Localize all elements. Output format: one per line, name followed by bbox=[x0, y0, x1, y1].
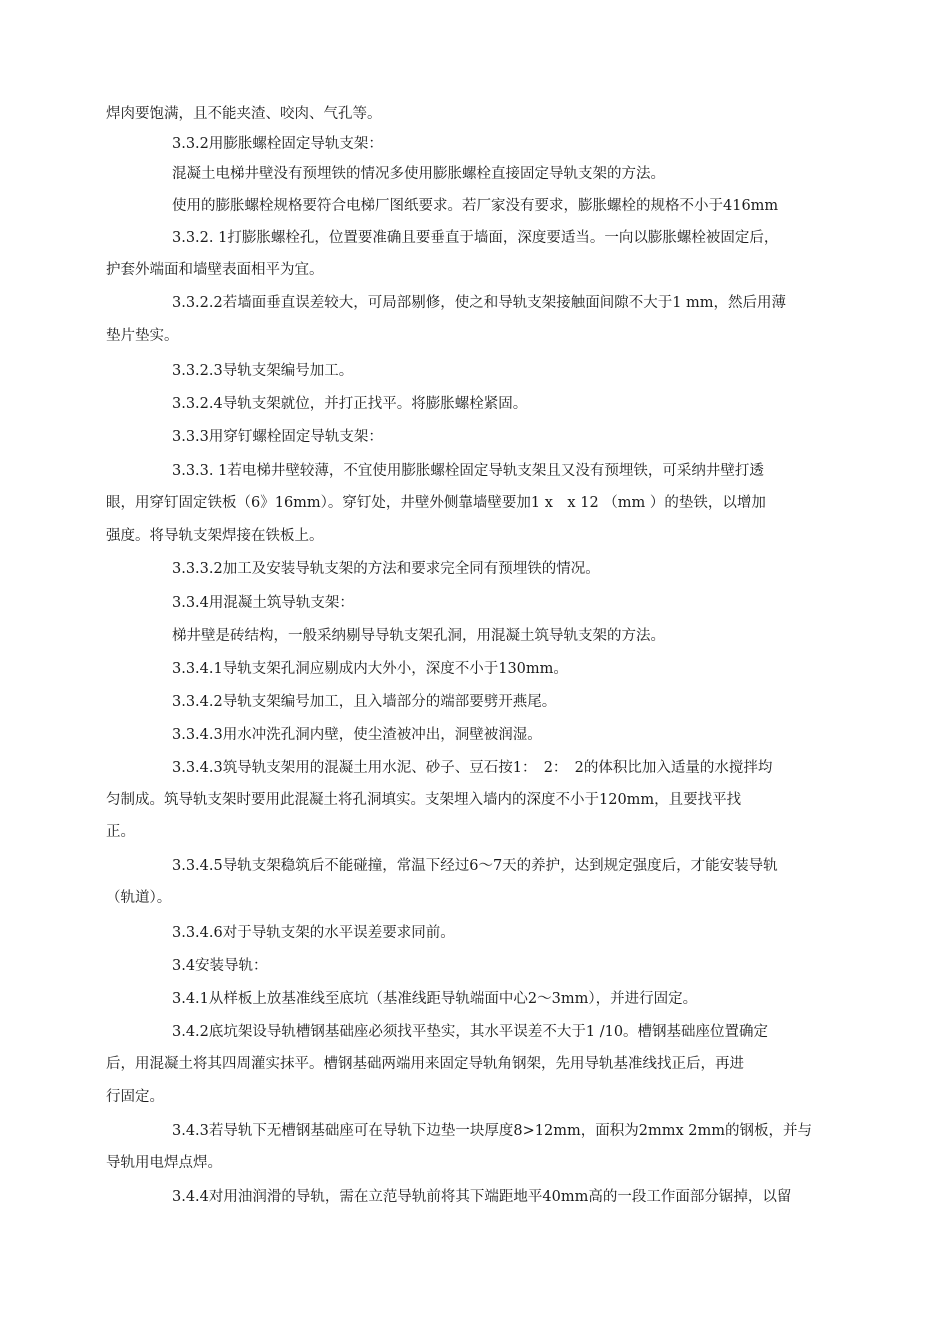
text-line: 使用的膨胀螺栓规格要符合电梯厂图纸要求。若厂家没有要求，膨胀螺栓的规格不小于416mm bbox=[172, 198, 779, 214]
text-line: 3.4.3若导轨下无槽钢基础座可在导轨下边垫一块厚度8>12mm，面积为2mmx 2mm的钢板，并与 bbox=[172, 1123, 812, 1139]
text-line: 焊肉要饱满，且不能夹渣、咬肉、气孔等。 bbox=[106, 106, 382, 122]
text-line: 行固定。 bbox=[106, 1089, 164, 1105]
text-line: 垫片垫实。 bbox=[106, 328, 179, 344]
text-line: 3.3.2.3导轨支架编号加工。 bbox=[172, 363, 354, 379]
text-line: 混凝土电梯井壁没有预埋铁的情况多使用膨胀螺栓直接固定导轨支架的方法。 bbox=[172, 166, 665, 182]
text-line: 3.3.4.1导轨支架孔洞应剔成内大外小，深度不小于130mm。 bbox=[172, 661, 568, 677]
section-heading: 3.4安装导轨： bbox=[172, 958, 268, 974]
text-line: （轨道）。 bbox=[106, 890, 172, 906]
text-line: 3.3.4.3筑导轨支架用的混凝土用水泥、砂子、豆石按1： 2： 2的体积比加入适量的水搅拌均 bbox=[172, 760, 773, 776]
section-heading: 3.3.4用混凝土筑导轨支架： bbox=[172, 595, 354, 611]
text-line: 护套外端面和墙壁表面相平为宜。 bbox=[106, 262, 324, 278]
text-line: 3.3.2.4导轨支架就位，并打正找平。将膨胀螺栓紧固。 bbox=[172, 396, 528, 412]
text-line: 3.3.4.5导轨支架稳筑后不能碰撞，常温下经过6〜7天的养护，达到规定强度后，才能安装导轨 bbox=[172, 858, 778, 874]
section-heading: 3.3.3用穿钉螺栓固定导轨支架： bbox=[172, 429, 383, 445]
text-line: 强度。将导轨支架焊接在铁板上。 bbox=[106, 528, 324, 544]
text-line: 导轨用电焊点焊。 bbox=[106, 1155, 222, 1171]
text-line: 3.4.2底坑架设导轨槽钢基础座必须找平垫实，其水平误差不大于1 /10。槽钢基础座位置确定 bbox=[172, 1024, 769, 1040]
text-line: 3.3.2. 1打膨胀螺栓孔，位置要准确且要垂直于墙面，深度要适当。一向以膨胀螺栓被固定后， bbox=[172, 230, 779, 246]
text-line: 3.3.3. 1若电梯井壁较薄，不宜使用膨胀螺栓固定导轨支架且又没有预埋铁，可采纳井壁打透 bbox=[172, 463, 764, 479]
section-heading: 3.3.2用膨胀螺栓固定导轨支架： bbox=[172, 136, 383, 152]
text-line: 3.3.4.6对于导轨支架的水平误差要求同前。 bbox=[172, 925, 455, 941]
text-line: 3.4.4对用油润滑的导轨，需在立范导轨前将其下端距地平40mm高的一段工作面部分锯掉，以留 bbox=[172, 1189, 792, 1205]
text-line: 3.3.4.3用水冲洗孔洞内壁，使尘渣被冲出，洞壁被润湿。 bbox=[172, 727, 542, 743]
text-line: 眼，用穿钉固定铁板（6》16mm）。穿钉处，井壁外侧靠墙壁要加1 x x 12 （mm ）的垫铁，以增加 bbox=[106, 495, 766, 511]
text-line: 梯井壁是砖结构，一般采纳剔导导轨支架孔洞，用混凝土筑导轨支架的方法。 bbox=[172, 628, 665, 644]
text-line: 3.3.2.2若墙面垂直误差较大，可局部剔修，使之和导轨支架接触面间隙不大于1 mm，然后用薄 bbox=[172, 295, 787, 311]
text-line: 匀制成。筑导轨支架时要用此混凝土将孔洞填实。支架埋入墙内的深度不小于120mm，且要找平找 bbox=[106, 792, 742, 808]
text-line: 3.3.4.2导轨支架编号加工，且入墙部分的端部要劈开燕尾。 bbox=[172, 694, 557, 710]
text-line: 正。 bbox=[106, 824, 135, 840]
text-line: 后，用混凝土将其四周灌实抹平。槽钢基础两端用来固定导轨角钢架，先用导轨基准线找正后，再进 bbox=[106, 1056, 744, 1072]
text-line: 3.4.1从样板上放基准线至底坑（基准线距导轨端面中心2〜3mm），并进行固定。 bbox=[172, 991, 698, 1007]
text-line: 3.3.3.2加工及安装导轨支架的方法和要求完全同有预埋铁的情况。 bbox=[172, 561, 600, 577]
